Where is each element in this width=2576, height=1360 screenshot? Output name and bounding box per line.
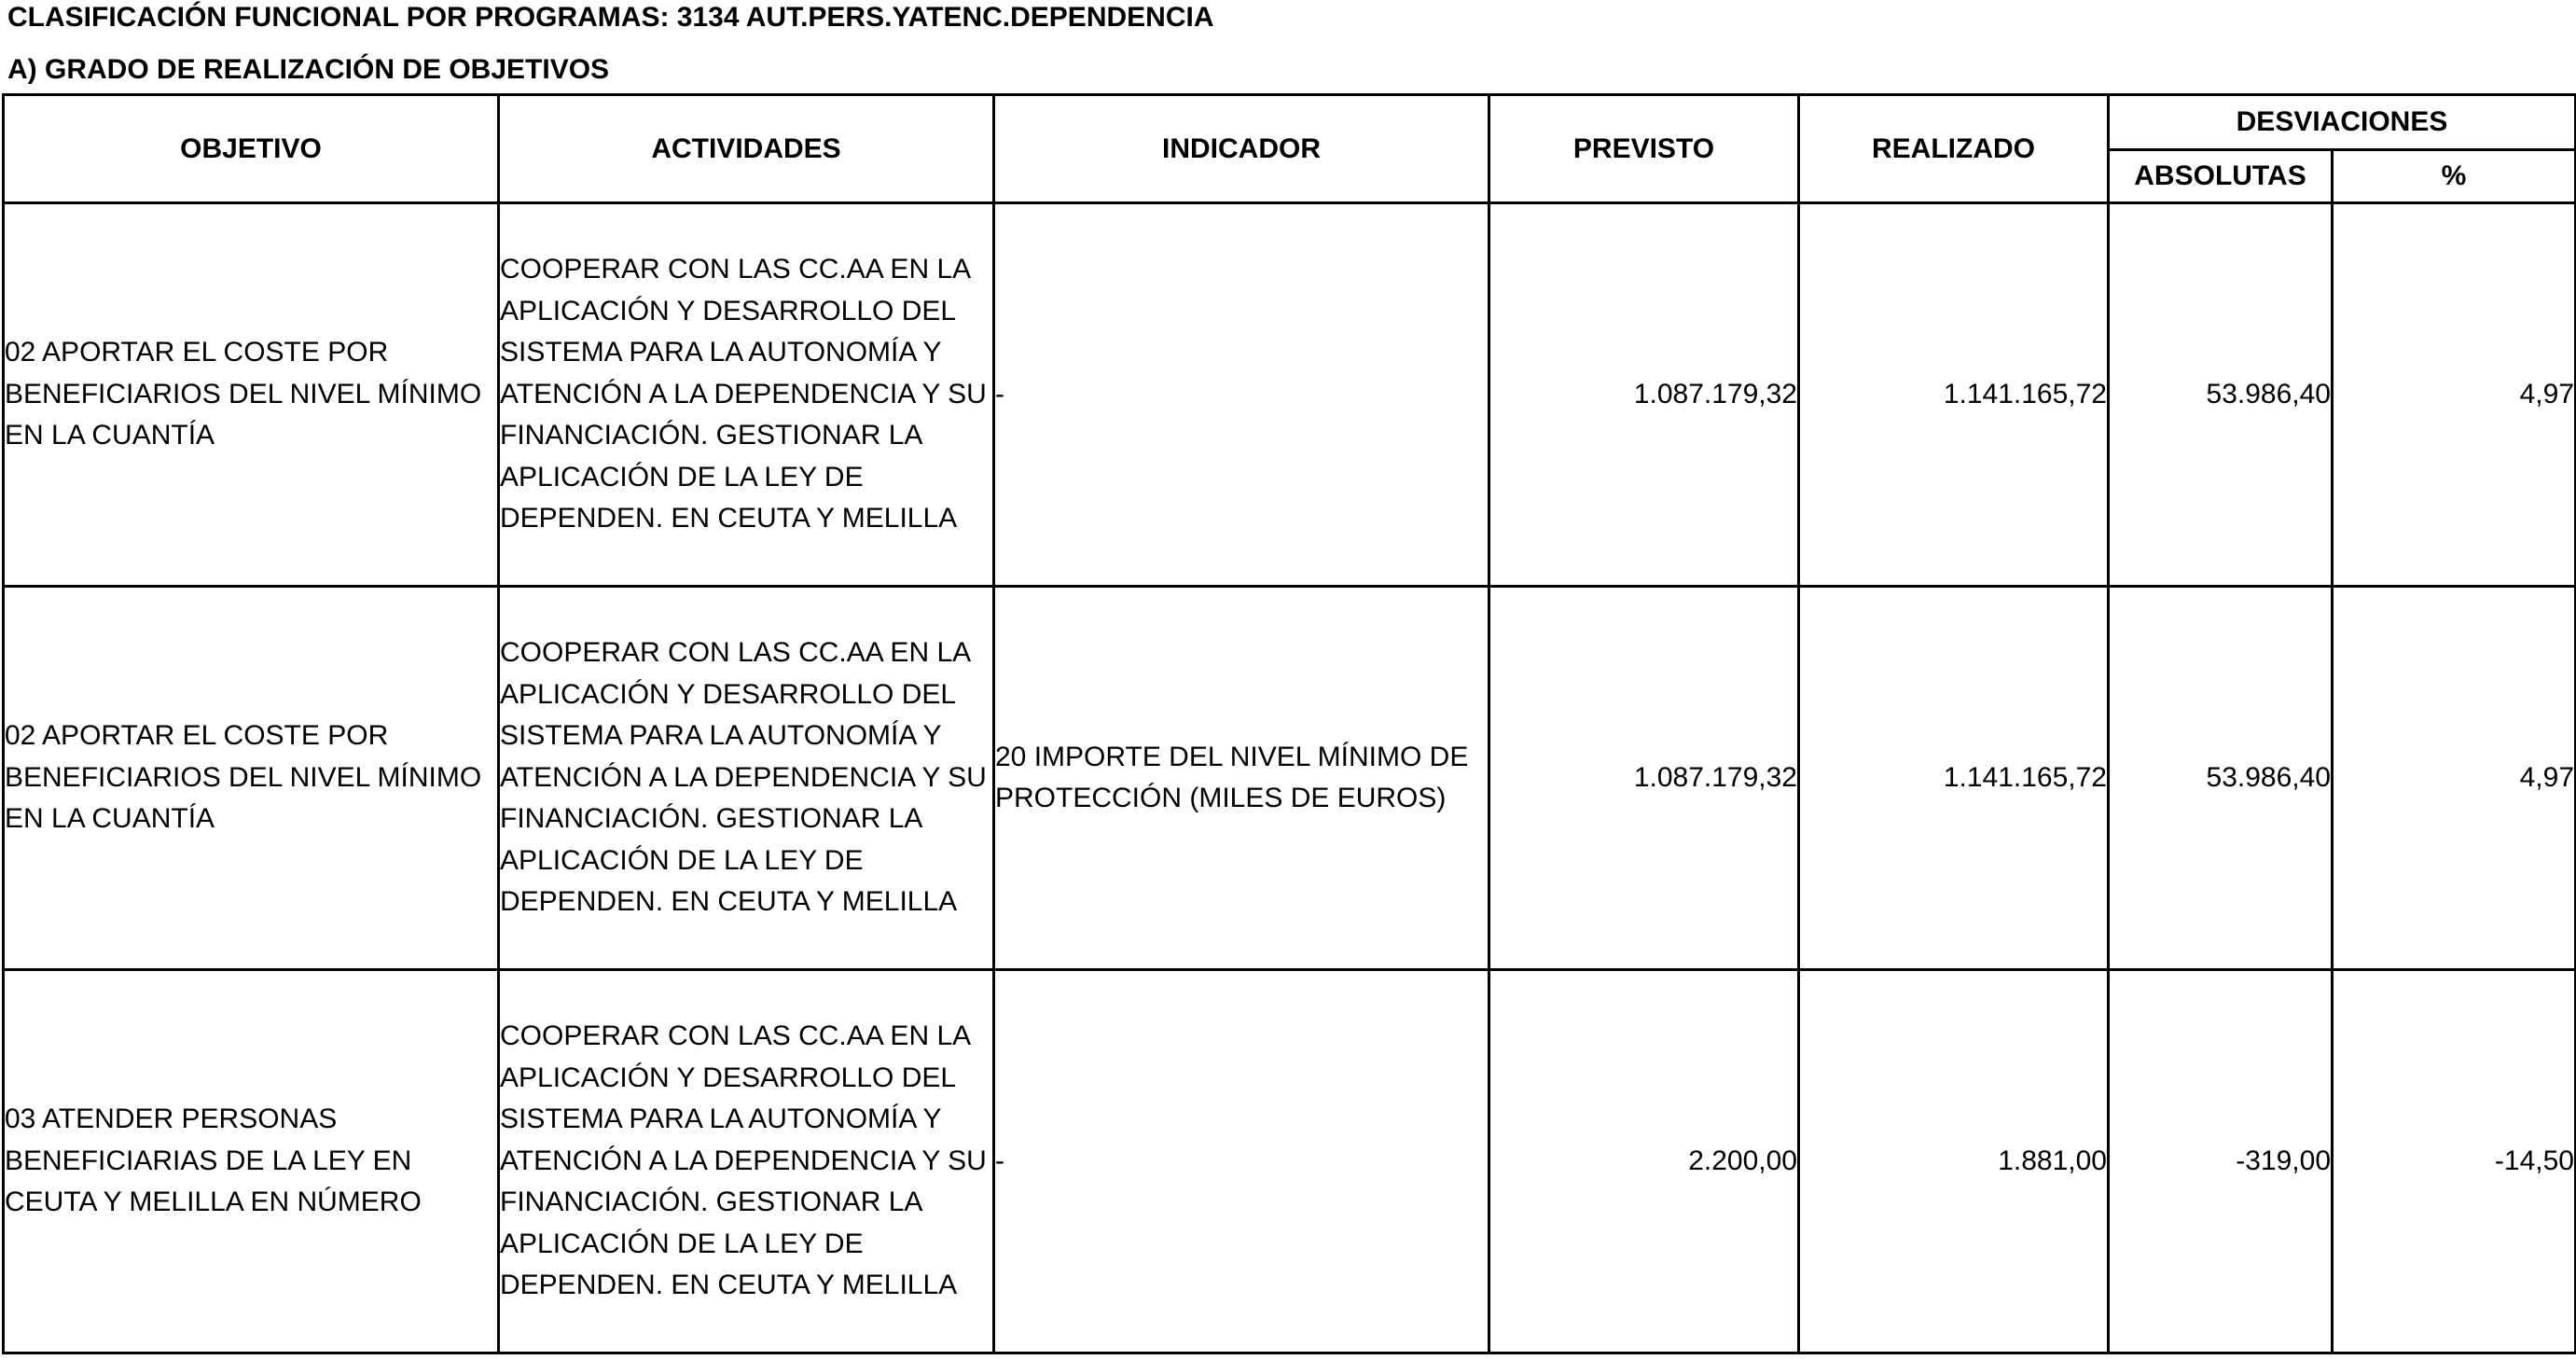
cell-actividades: COOPERAR CON LAS CC.AA EN LA APLICACIÓN Y DESARROLLO DEL SISTEMA PARA LA AUTONOMÍA Y ATENCIÓN A LA DEPENDENCIA Y SU FINANCIACIÓN. GESTIONAR LA APLICACIÓN DE LA LEY DE DEPENDEN. EN CEUTA Y MELILLA <box>499 970 994 1353</box>
header-porcentaje: % <box>2333 150 2576 203</box>
header-indicador: INDICADOR <box>994 95 1489 203</box>
header-actividades: ACTIVIDADES <box>499 95 994 203</box>
header-previsto: PREVISTO <box>1489 95 1799 203</box>
cell-objetivo: 03 ATENDER PERSONAS BENEFICIARIAS DE LA LEY EN CEUTA Y MELILLA EN NÚMERO <box>4 970 499 1353</box>
header-desviaciones: DESVIACIONES <box>2109 95 2576 150</box>
cell-porcentaje: -14,50 <box>2333 970 2576 1353</box>
header-realizado: REALIZADO <box>1799 95 2109 203</box>
objectives-table <box>2 93 2576 1354</box>
cell-actividades: COOPERAR CON LAS CC.AA EN LA APLICACIÓN Y DESARROLLO DEL SISTEMA PARA LA AUTONOMÍA Y ATENCIÓN A LA DEPENDENCIA Y SU FINANCIACIÓN. GESTIONAR LA APLICACIÓN DE LA LEY DE DEPENDEN. EN CEUTA Y MELILLA <box>499 587 994 970</box>
table-row <box>4 203 2576 587</box>
cell-absolutas: 53.986,40 <box>2109 203 2333 587</box>
cell-indicador: - <box>994 203 1489 587</box>
cell-absolutas: -319,00 <box>2109 970 2333 1353</box>
header-objetivo: OBJETIVO <box>4 95 499 203</box>
cell-realizado: 1.141.165,72 <box>1799 203 2109 587</box>
cell-previsto: 1.087.179,32 <box>1489 587 1799 970</box>
table-row <box>4 970 2576 1353</box>
cell-realizado: 1.141.165,72 <box>1799 587 2109 970</box>
header-row <box>4 95 2576 150</box>
header-absolutas: ABSOLUTAS <box>2109 150 2333 203</box>
cell-porcentaje: 4,97 <box>2333 203 2576 587</box>
cell-previsto: 1.087.179,32 <box>1489 203 1799 587</box>
cell-previsto: 2.200,00 <box>1489 970 1799 1353</box>
cell-indicador: - <box>994 970 1489 1353</box>
table-row <box>4 587 2576 970</box>
cell-porcentaje: 4,97 <box>2333 587 2576 970</box>
document-title: CLASIFICACIÓN FUNCIONAL POR PROGRAMAS: 3134 AUT.PERS.YATENC.DEPENDENCIA <box>7 2 1214 33</box>
cell-realizado: 1.881,00 <box>1799 970 2109 1353</box>
cell-absolutas: 53.986,40 <box>2109 587 2333 970</box>
section-title: A) GRADO DE REALIZACIÓN DE OBJETIVOS <box>7 54 610 85</box>
cell-objetivo: 02 APORTAR EL COSTE POR BENEFICIARIOS DEL NIVEL MÍNIMO EN LA CUANTÍA <box>4 203 499 587</box>
cell-actividades: COOPERAR CON LAS CC.AA EN LA APLICACIÓN Y DESARROLLO DEL SISTEMA PARA LA AUTONOMÍA Y ATENCIÓN A LA DEPENDENCIA Y SU FINANCIACIÓN. GESTIONAR LA APLICACIÓN DE LA LEY DE DEPENDEN. EN CEUTA Y MELILLA <box>499 203 994 587</box>
cell-indicador: 20 IMPORTE DEL NIVEL MÍNIMO DE PROTECCIÓN (MILES DE EUROS) <box>994 587 1489 970</box>
cell-objetivo: 02 APORTAR EL COSTE POR BENEFICIARIOS DEL NIVEL MÍNIMO EN LA CUANTÍA <box>4 587 499 970</box>
